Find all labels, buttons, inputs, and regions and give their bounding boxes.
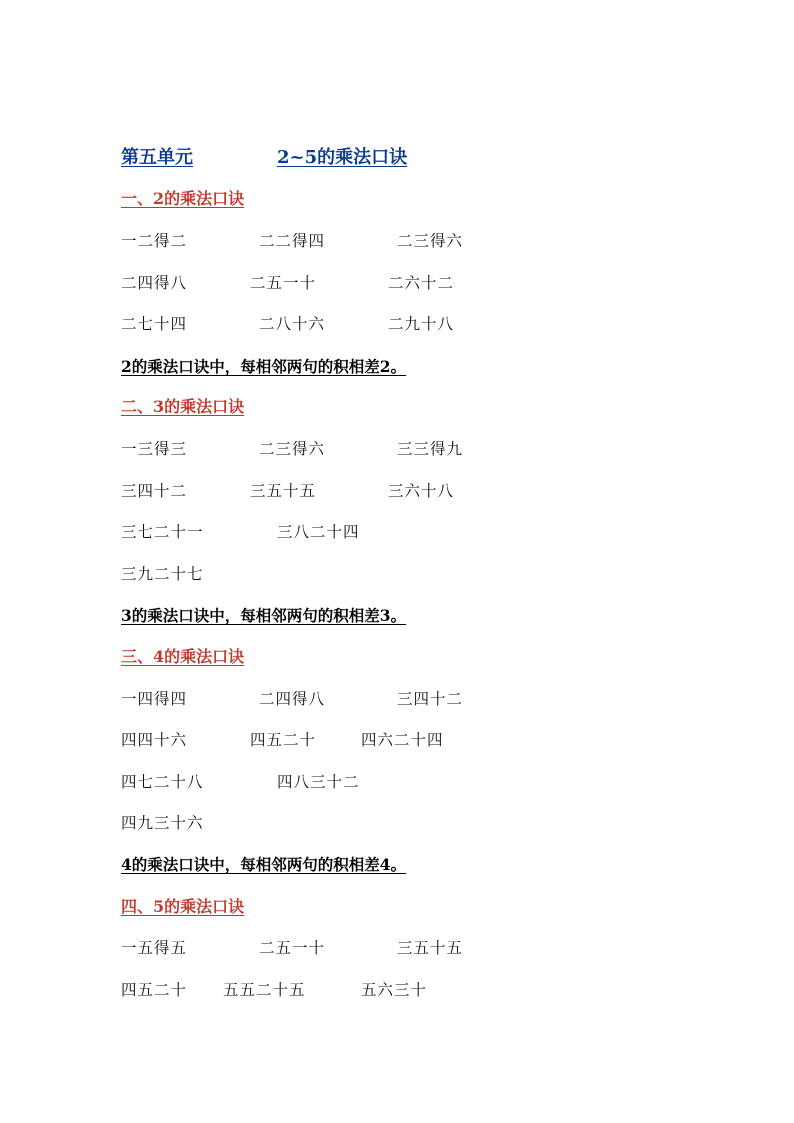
rhyme-item: 三五十五: [250, 482, 317, 500]
rhyme-item: 二九十八: [388, 315, 455, 333]
rhyme-item: 一五得五: [121, 939, 188, 957]
rhyme-item: 四八三十二: [277, 773, 360, 791]
rhyme-item: 三三得九: [397, 440, 464, 458]
rule-sentence: 2的乘法口诀中，每相邻两句的积相差2。: [121, 357, 407, 376]
rhyme-item: 二三得六: [259, 440, 326, 458]
rule-sentence: 3的乘法口诀中，每相邻两句的积相差3。: [121, 606, 407, 625]
unit-topic: 2~5的乘法口诀: [277, 147, 408, 168]
rhyme-item: 四九三十六: [121, 814, 204, 832]
rhyme-item: 二二得四: [259, 232, 326, 250]
section-heading-4: 三、4的乘法口诀: [121, 647, 245, 666]
rule-sentence: 4的乘法口诀中，每相邻两句的积相差4。: [121, 855, 407, 874]
rhyme-item: 五六三十: [361, 981, 428, 999]
rhyme-item: 二七十四: [121, 315, 188, 333]
rhyme-item: 二三得六: [397, 232, 464, 250]
rhyme-item: 二六十二: [388, 274, 455, 292]
rhyme-item: 一二得二: [121, 232, 188, 250]
rhyme-item: 三六十八: [388, 482, 455, 500]
rhyme-item: 四七二十八: [121, 773, 204, 791]
rhyme-item: 二四得八: [121, 274, 188, 292]
rhyme-item: 三九二十七: [121, 565, 204, 583]
page-title: [121, 148, 407, 168]
rhyme-item: 二四得八: [259, 690, 326, 708]
rhyme-item: 四六二十四: [361, 731, 444, 749]
rhyme-item: 四五二十: [121, 981, 188, 999]
unit-label: 第五单元: [121, 147, 193, 168]
section-heading-3: 二、3的乘法口诀: [121, 397, 245, 416]
rhyme-item: 五五二十五: [223, 981, 306, 999]
rhyme-item: 三五十五: [397, 939, 464, 957]
rhyme-item: 二五一十: [259, 939, 326, 957]
section-heading-2: 一、2的乘法口诀: [121, 189, 245, 208]
rhyme-item: 三四十二: [121, 482, 188, 500]
rhyme-item: 一四得四: [121, 690, 188, 708]
rhyme-item: 四四十六: [121, 731, 188, 749]
rhyme-item: 三四十二: [397, 690, 464, 708]
section-heading-5: 四、5的乘法口诀: [121, 897, 245, 916]
rhyme-item: 三七二十一: [121, 523, 204, 541]
rhyme-item: 二五一十: [250, 274, 317, 292]
rhyme-item: 二八十六: [259, 315, 326, 333]
rhyme-item: 三八二十四: [277, 523, 360, 541]
rhyme-item: 一三得三: [121, 440, 188, 458]
rhyme-item: 四五二十: [250, 731, 317, 749]
